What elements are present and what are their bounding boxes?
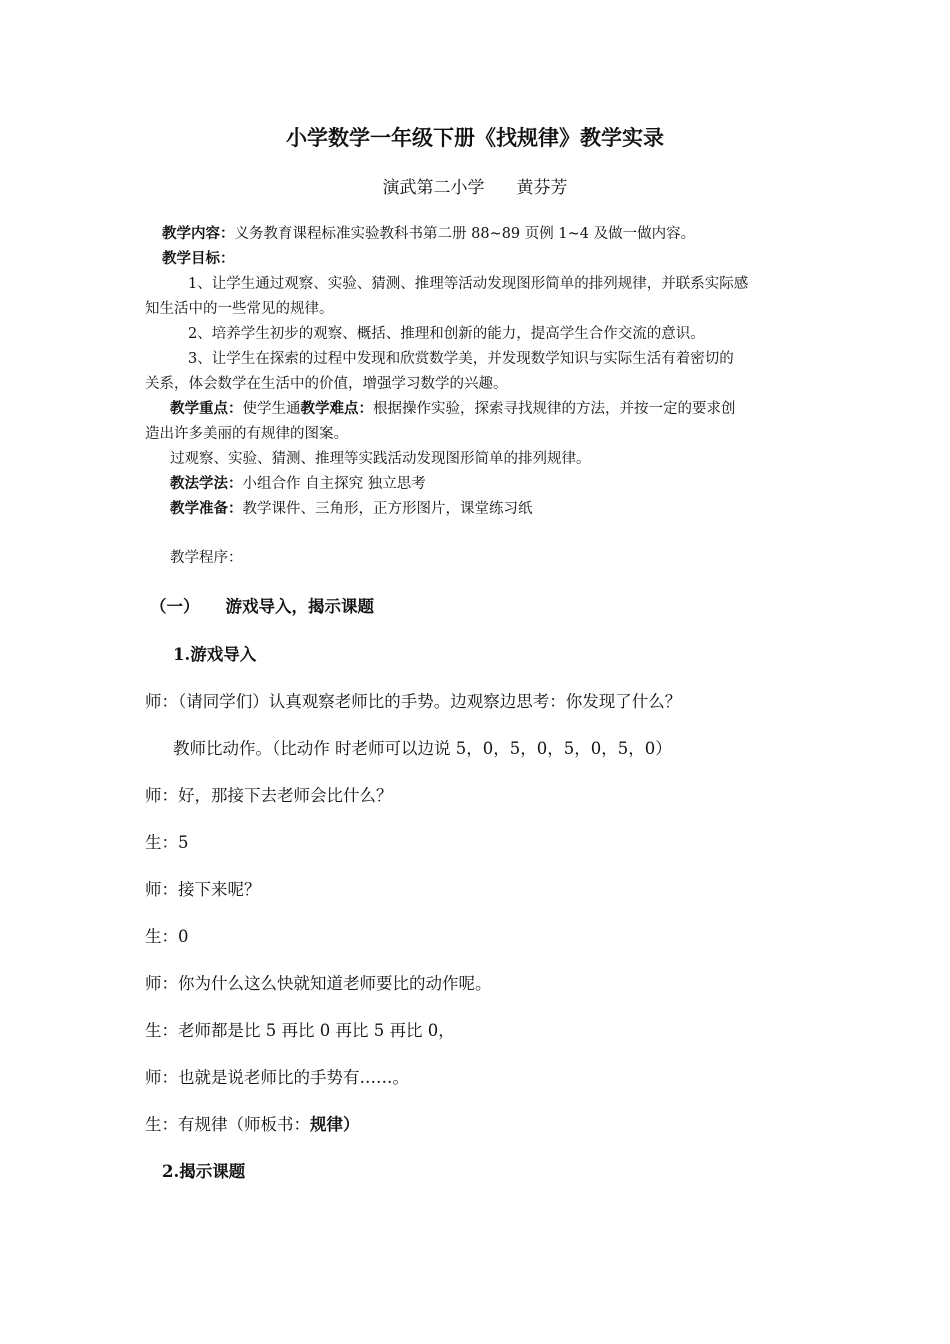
board-keyword: 规律） [310,1115,360,1134]
methods-text: 小组合作 自主探究 独立思考 [242,476,426,492]
goal-3-line-1: 3、让学生在探索的过程中发现和欣赏数学美，并发现数学知识与实际生活有着密切的 [188,351,734,367]
keypoints-text-b: 根据操作实验，探索寻找规律的方法，并按一定的要求创 [373,401,736,417]
prep-line [170,497,533,518]
dialog-line: 师：也就是说老师比的手势有……。 [145,1068,409,1087]
keypoints-line-3: 过观察、实验、猜测、推理等实践活动发现图形简单的排列规律。 [170,451,591,467]
keypoints-line-2: 造出许多美丽的有规律的图案。 [145,426,348,442]
dialog-line-board [145,1111,360,1135]
keypoints-line-1 [170,397,736,418]
subheading-game-intro: 1.游戏导入 [173,645,257,664]
methods-line [170,472,426,493]
board-text: 生：有规律（师板书： [145,1115,310,1134]
difficulty-label: 教学难点： [300,400,373,417]
author-name: 黄芬芳 [516,178,568,198]
page-title: 小学数学一年级下册《找规律》教学实录 [286,125,664,150]
dialog-line: 师：（请同学们）认真观察老师比的手势。边观察边思考：你发现了什么？ [145,692,682,711]
keypoints-label: 教学重点： [170,400,243,417]
dialog-line: 生：5 [145,833,189,852]
procedure-label: 教学程序： [170,550,243,566]
dialog-line: 生：老师都是比 5 再比 0 再比 5 再比 0， [145,1021,455,1040]
teaching-content-label: 教学内容： [162,225,235,242]
goal-1-line-2: 知生活中的一些常见的规律。 [145,301,334,317]
section-1-title: 游戏导入，揭示课题 [225,597,374,616]
prep-text: 教学课件、三角形，正方形图片，课堂练习纸 [242,501,533,517]
dialog-line: 师：你为什么这么快就知道老师要比的动作呢。 [145,974,492,993]
teaching-content [162,222,695,243]
author-school: 演武第二小学 [382,178,485,198]
section-1-heading [150,593,374,617]
goal-3-line-2: 关系，体会数学在生活中的价值，增强学习数学的兴趣。 [145,376,508,392]
dialog-line: 教师比动作。（比动作 时老师可以边说 5，0，5，0，5，0，5，0） [173,739,672,758]
section-1-number: （一） [150,597,200,616]
teaching-content-text: 义务教育课程标准实验教科书第二册 88~89 页例 1~4 及做一做内容。 [234,226,696,242]
methods-label: 教法学法： [170,475,243,492]
prep-label: 教学准备： [170,500,243,517]
dialog-line: 师：好，那接下去老师会比什么？ [145,786,393,805]
subheading-reveal-topic: 2.揭示课题 [162,1162,246,1181]
goal-1-line-1: 1、让学生通过观察、实验、猜测、推理等活动发现图形简单的排列规律，并联系实际感 [188,276,749,292]
dialog-line: 师：接下来呢？ [145,880,261,899]
dialog-line: 生：0 [145,927,189,946]
keypoints-text-a: 使学生通 [242,401,301,417]
author-line [0,173,950,198]
teaching-goals-label: 教学目标： [162,250,235,267]
goal-2: 2、培养学生初步的观察、概括、推理和创新的能力，提高学生合作交流的意识。 [188,326,705,342]
